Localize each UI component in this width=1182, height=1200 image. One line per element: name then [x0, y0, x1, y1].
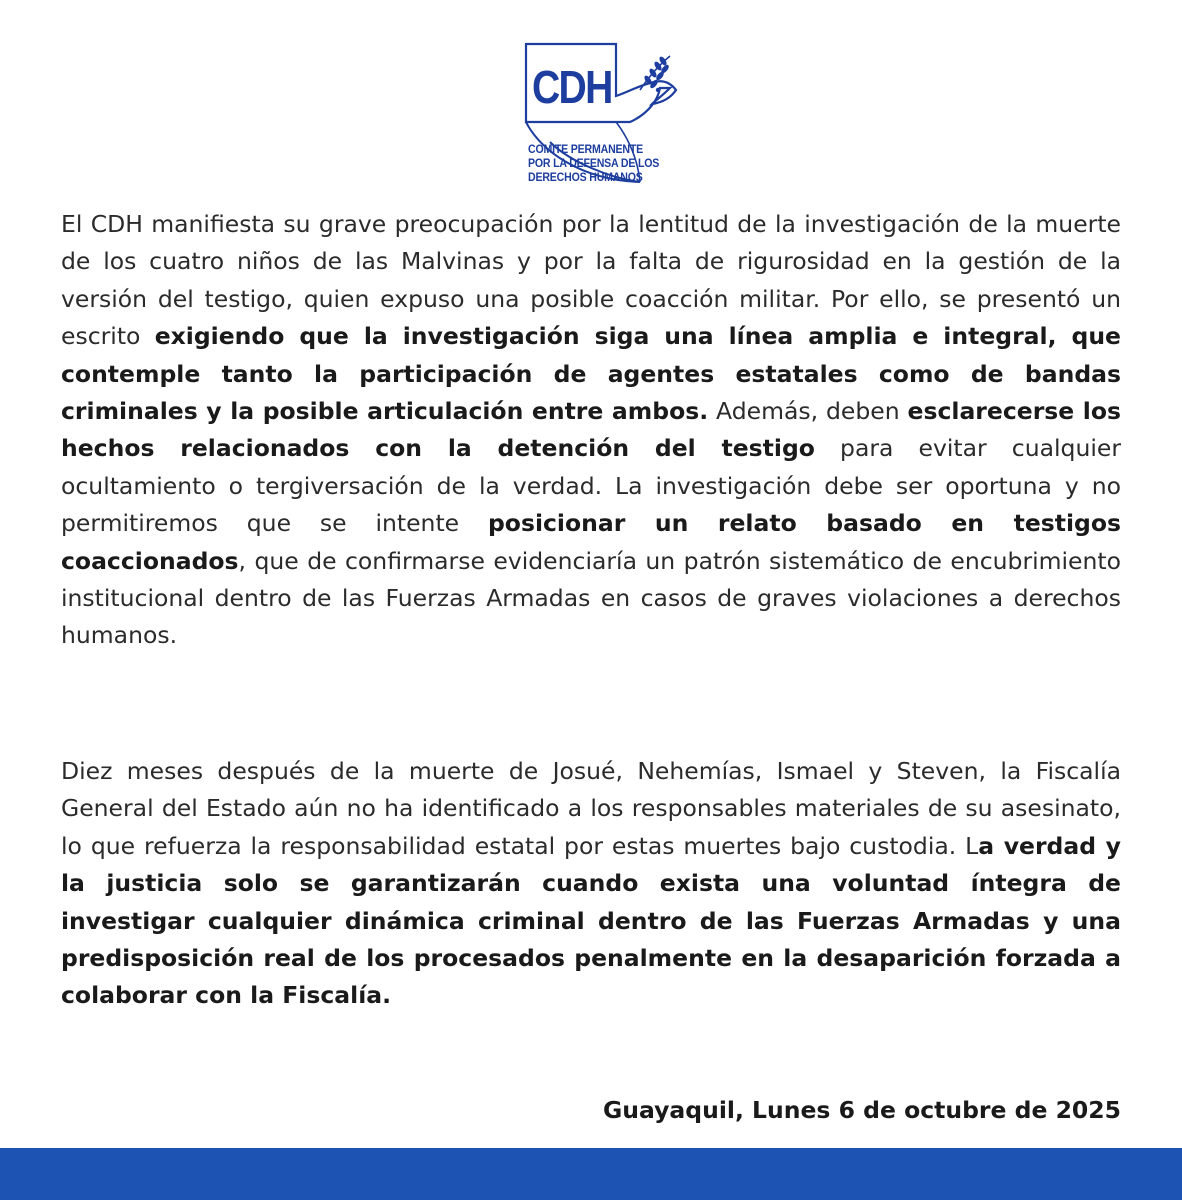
paragraph-1-text-2: Además, deben: [708, 397, 908, 426]
logo-line-2: POR LA DEFENSA DE LOS: [528, 158, 660, 170]
logo-line-1: COMITE PERMANENTE: [528, 144, 644, 156]
paragraph-1-text-3: para evitar cualquier ocultamiento o tergiversación de la verdad. La investigación debe ser oportuna y no permitiremos que se intente: [61, 434, 1121, 538]
paragraph-1-bold-2: esclarecerse los hechos relacionados con la detención del testigo: [61, 397, 1121, 463]
logo-abbreviation: CDH: [532, 61, 612, 113]
statement-paragraph-2: [61, 753, 1121, 1015]
footer-bar: [0, 1148, 1182, 1200]
logo-line-3: DERECHOS HUMANOS: [528, 172, 643, 184]
statement-paragraph-1: [61, 206, 1121, 655]
paragraph-2-text-1: Diez meses después de la muerte de Josué, Nehemías, Ismael y Steven, la Fiscalía General del Estado aún no ha identificado a los responsables materiales de su asesinato, lo que refuerza la responsabilidad estatal por estas muertes bajo custodia. L: [61, 757, 1121, 860]
paragraph-1-text-1: El CDH manifiesta su grave preocupación por la lentitud de la investigación de la muerte de los cuatro niños de las Malvinas y por la falta de rigurosidad en la gestión de la versión del testigo, quien expuso una posible coacción militar. Por ello, se presentó un escrito: [61, 210, 1121, 351]
paragraph-2-bold-1: a verdad y la justicia solo se garantizarán cuando exista una voluntad íntegra de investigar cualquier dinámica criminal dentro de las Fuerzas Armadas y una predisposición real de los procesados penalmente en la desaparición forzada a colaborar con la Fiscalía.: [61, 831, 1121, 1010]
paragraph-1-text-4: , que de confirmarse evidenciaría un patrón sistemático de encubrimiento institucional dentro de las Fuerzas Armadas en casos de graves violaciones a derechos humanos.: [61, 546, 1121, 650]
place-date-signature: Guayaquil, Lunes 6 de octubre de 2025: [602, 1096, 1121, 1124]
cdh-logo: [520, 30, 680, 195]
paragraph-1-bold-3: posicionar un relato basado en testigos coaccionados: [61, 509, 1121, 575]
paragraph-1-bold-1: exigiendo que la investigación siga una línea amplia e integral, que contemple tanto la participación de agentes estatales como de bandas criminales y la posible articulación entre ambos.: [61, 322, 1121, 426]
